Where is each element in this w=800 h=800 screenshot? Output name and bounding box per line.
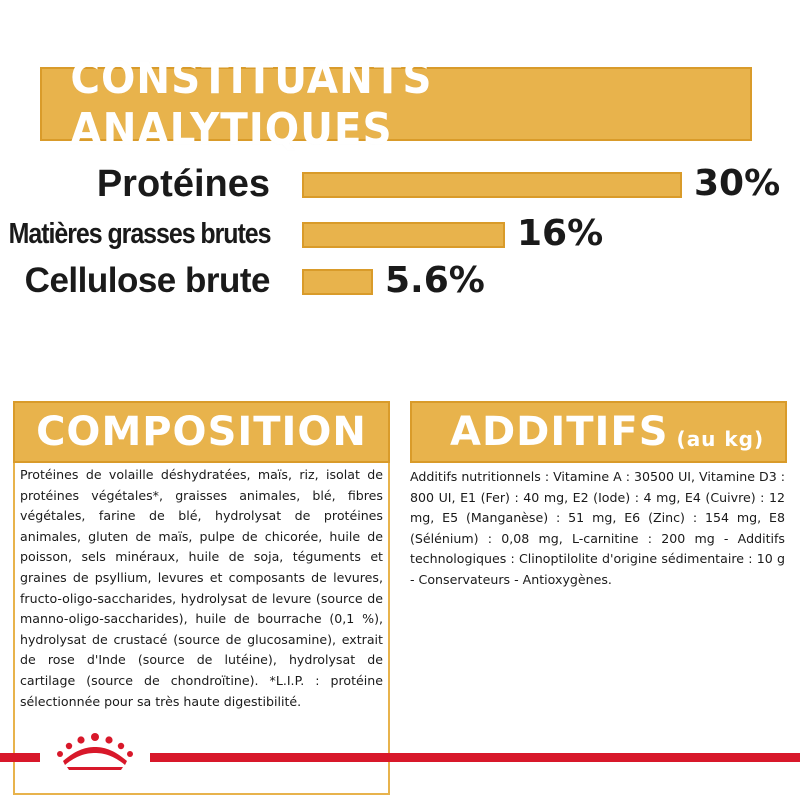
composition-header — [13, 401, 390, 463]
composition-text: Protéines de volaille déshydratées, maïs, riz, isolat de protéines végétales*, graisses animales, blé, fibres végétales, farine de blé, hydrolysat de protéines animales, gluten de maïs, pulpe de chicorée, huile de poisson, sels minéraux, huile de soja, téguments et graines de psyllium, levures et composants de levures, fructo-oligo-saccharides, hydrolysat de levure (source de manno-oligo-saccharides), huile de bourrache (0,1 %), hydrolysat de crustacé (source de glucosamine), extrait de rose d'Inde (source de lutéine), hydrolysat de cartilage (source de chondroïtine). *L.I.P. : protéine sélectionnée pour sa très haute digestibilité. — [13, 463, 390, 795]
analytics-bar — [302, 222, 505, 248]
additifs-header — [410, 401, 787, 463]
analytics-value: 30% — [694, 163, 781, 204]
composition-title: COMPOSITION — [36, 409, 367, 455]
analytics-label: Matières grasses brutes — [8, 218, 270, 250]
analytics-row-matieres-grasses — [0, 211, 800, 257]
additifs-title: ADDITIFS — [450, 409, 669, 455]
analytics-title: CONSTITUANTS ANALYTIQUES — [70, 53, 433, 155]
additifs-subtitle: (au kg) — [676, 427, 765, 451]
royal-canin-crown-icon — [40, 728, 150, 774]
analytics-value: 5.6% — [385, 260, 485, 301]
additifs-text: Additifs nutritionnels : Vitamine A : 30500 UI, Vitamine D3 : 800 UI, E1 (Fer) : 40 mg, E2 (Iode) : 4 mg, E4 (Cuivre) : 12 mg, E5 (Manganèse) : 51 mg, E6 (Zinc) : 154 mg, E8 (Sélénium) : 0,08 mg, L-carnitine : 200 mg - Additifs technologiques : Clinoptilolite d'origine sédimentaire : 10 g - Conservateurs - Antioxygènes. — [410, 469, 785, 587]
analytics-banner — [40, 53, 752, 155]
analytics-label: Cellulose brute — [24, 261, 270, 300]
analytics-label: Protéines — [96, 163, 270, 205]
analytics-bar — [302, 269, 373, 295]
analytics-bar — [302, 172, 682, 198]
analytics-row-cellulose — [0, 258, 800, 304]
additifs-panel — [410, 401, 787, 675]
analytics-row-proteines — [0, 161, 800, 207]
analytics-value: 16% — [517, 213, 604, 254]
